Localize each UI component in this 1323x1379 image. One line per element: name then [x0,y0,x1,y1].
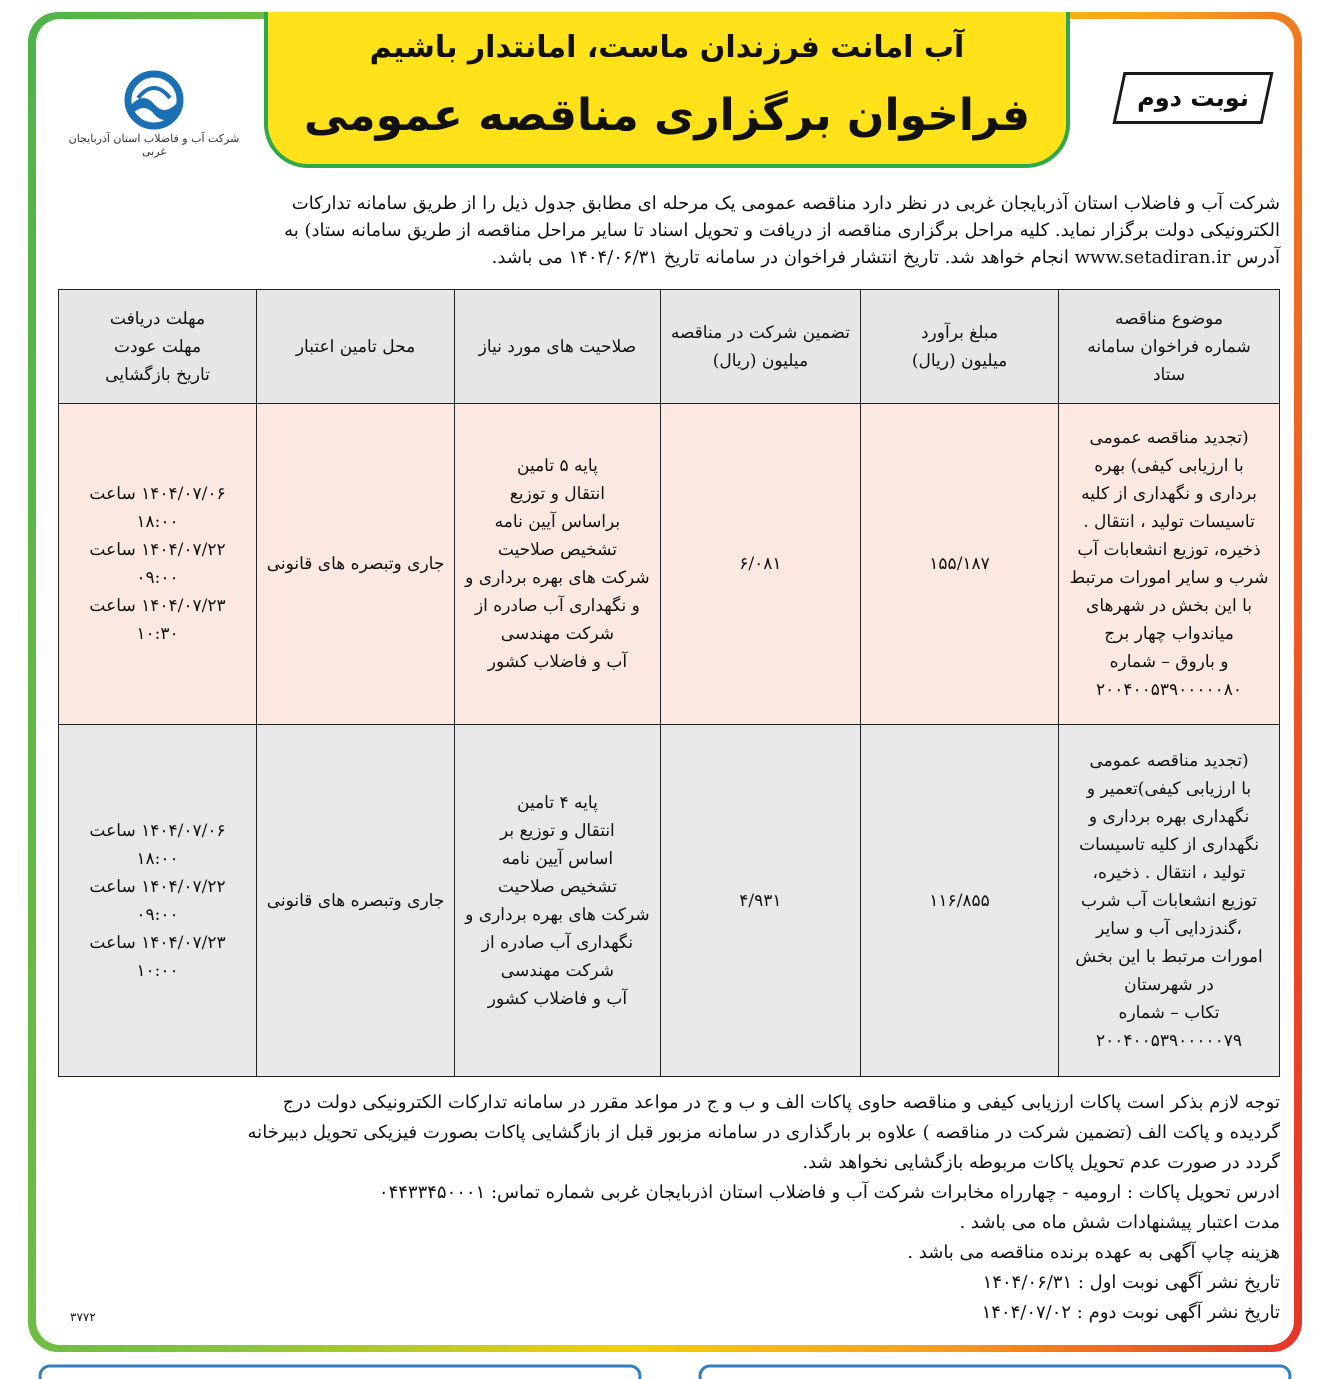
first-publish-date: تاریخ نشر آگهی نوبت اول : ۱۴۰۴/۰۶/۳۱ [982,1272,1280,1293]
round-badge-label: نوبت دوم [1137,84,1249,112]
page-title: فراخوان برگزاری مناقصه عمومی [303,90,1031,141]
tender-table [58,289,1280,1077]
table-header-row [59,290,1280,404]
next-ad-edge [0,1360,1323,1379]
intro-line: شرکت آب و فاضلاب استان آذربایجان غربی در نظر دارد مناقصه عمومی یک مرحله ای مطابق جدول ذیل را از طریق سامانه تدارکات [291,193,1280,214]
cell-guarantee: ۶/۰۸۱ [660,404,860,725]
cell-funding: جاری وتبصره های قانونی [257,404,455,725]
notes-section [46,1088,1280,1328]
note-line: گردد در صورت عدم تحویل پاکات مربوطه بازگشایی نخواهد شد. [802,1152,1280,1173]
water-drop-logo-icon [68,70,240,132]
intro-line: الکترونیکی دولت برگزار نماید. کلیه مراحل برگزاری مناقصه از دریافت و تحویل اسناد تا سایر مراحل مناقصه از طریق سامانه ستاد) به [284,220,1280,241]
slogan: آب امانت فرزندان ماست، امانتدار باشیم [369,30,965,65]
header-funding: محل تامین اعتبار [257,290,455,404]
header-dates: مهلت دریافت مهلت عودت تاریخ بازگشایی [59,290,257,404]
cell-guarantee: ۴/۹۳۱ [660,725,860,1077]
intro-paragraph [46,190,1280,271]
header-subject: موضوع مناقصه شماره فراخوان سامانه ستاد [1059,290,1280,404]
cell-dates: ۱۴۰۴/۰۷/۰۶ ساعت ۱۸:۰۰ ۱۴۰۴/۰۷/۲۲ ساعت ۰۹:۰۰ ۱۴۰۴/۰۷/۲۳ ساعت ۱۰:۳۰ [59,404,257,725]
cell-estimate: ۱۱۶/۸۵۵ [861,725,1059,1077]
cell-subject: (تجدید مناقصه عمومی با ارزیابی کیفی) بهره برداری و نگهداری از کلیه تاسیسات تولید ، انتقال . ذخیره، توزیع انشعابات آب شرب و سایر امورات مرتبط با این بخش در شهرهای میاندواب چهار برج و باروق – شماره ۲۰۰۴۰۰۵۳۹۰۰۰۰۰۸۰ [1059,404,1280,725]
cell-funding: جاری وتبصره های قانونی [257,725,455,1077]
print-cost-note: هزینه چاپ آگهی به عهده برنده مناقصه می باشد . [907,1242,1280,1263]
cell-estimate: ۱۵۵/۱۸۷ [861,404,1059,725]
intro-line: آدرس www.setadiran.ir انجام خواهد شد. تاریخ انتشار فراخوان در سامانه تاریخ ۱۴۰۴/۰۶/۳۱ می باشد. [491,247,1280,268]
cell-qualification: پایه ۵ تامین انتقال و توزیع براساس آیین نامه تشخیص صلاحیت شرکت های بهره برداری و و نگهداری آب صادره از شرکت مهندسی آب و فاضلاب کشور [455,404,661,725]
cell-subject: (تجدید مناقصه عمومی با ارزیابی کیفی)تعمیر و نگهداری بهره برداری و نگهداری از کلیه تاسیسات تولید ، انتقال . ذخیره، توزیع انشعابات آب شرب ،گندزدایی آب و سایر امورات مرتبط با این بخش در شهرستان تکاب – شماره ۲۰۰۴۰۰۵۳۹۰۰۰۰۰۷۹ [1059,725,1280,1077]
header-qualification: صلاحیت های مورد نیاز [455,290,661,404]
header-guarantee: تضمین شرکت در مناقصه میلیون (ریال) [660,290,860,404]
ad-code: ۳۷۷۲ [70,1310,96,1324]
round-badge [1112,72,1273,124]
validity-note: مدت اعتبار پیشنهادات شش ماه می باشد . [959,1212,1280,1233]
logo-caption: شرکت آب و فاضلاب استان آذربایجان غربی [68,132,240,158]
table-row [59,404,1280,725]
delivery-address: ادرس تحویل پاکات : ارومیه - چهارراه مخابرات شرکت آب و فاضلاب استان اذربایجان غربی شماره تماس: ۰۴۴۳۳۴۵۰۰۰۱ [378,1182,1280,1203]
note-line: توجه لازم بذکر است پاکات ارزیابی کیفی و مناقصه حاوی پاکات الف و ب و ج در مواعد مقرر در سامانه تدارکات الکترونیکی دولت درج [282,1092,1280,1113]
cell-qualification: پایه ۴ تامین انتقال و توزیع بر اساس آیین نامه تشخیص صلاحیت شرکت های بهره برداری و نگهداری آب صادره از شرکت مهندسی آب و فاضلاب کشور [455,725,661,1077]
note-line: گردیده و پاکت الف (تضمین شرکت در مناقصه ) علاوه بر بارگذاری در سامانه مزبور قبل از بازگشایی پاکات بصورت فیزیکی تحویل دبیرخانه [247,1122,1280,1143]
title-banner [264,12,1070,168]
header-estimate: مبلغ برآورد میلیون (ریال) [861,290,1059,404]
company-logo [68,70,240,160]
second-publish-date: تاریخ نشر آگهی نوبت دوم : ۱۴۰۴/۰۷/۰۲ [981,1302,1280,1323]
table-row [59,725,1280,1077]
cell-dates: ۱۴۰۴/۰۷/۰۶ ساعت ۱۸:۰۰ ۱۴۰۴/۰۷/۲۲ ساعت ۰۹:۰۰ ۱۴۰۴/۰۷/۲۳ ساعت ۱۰:۰۰ [59,725,257,1077]
